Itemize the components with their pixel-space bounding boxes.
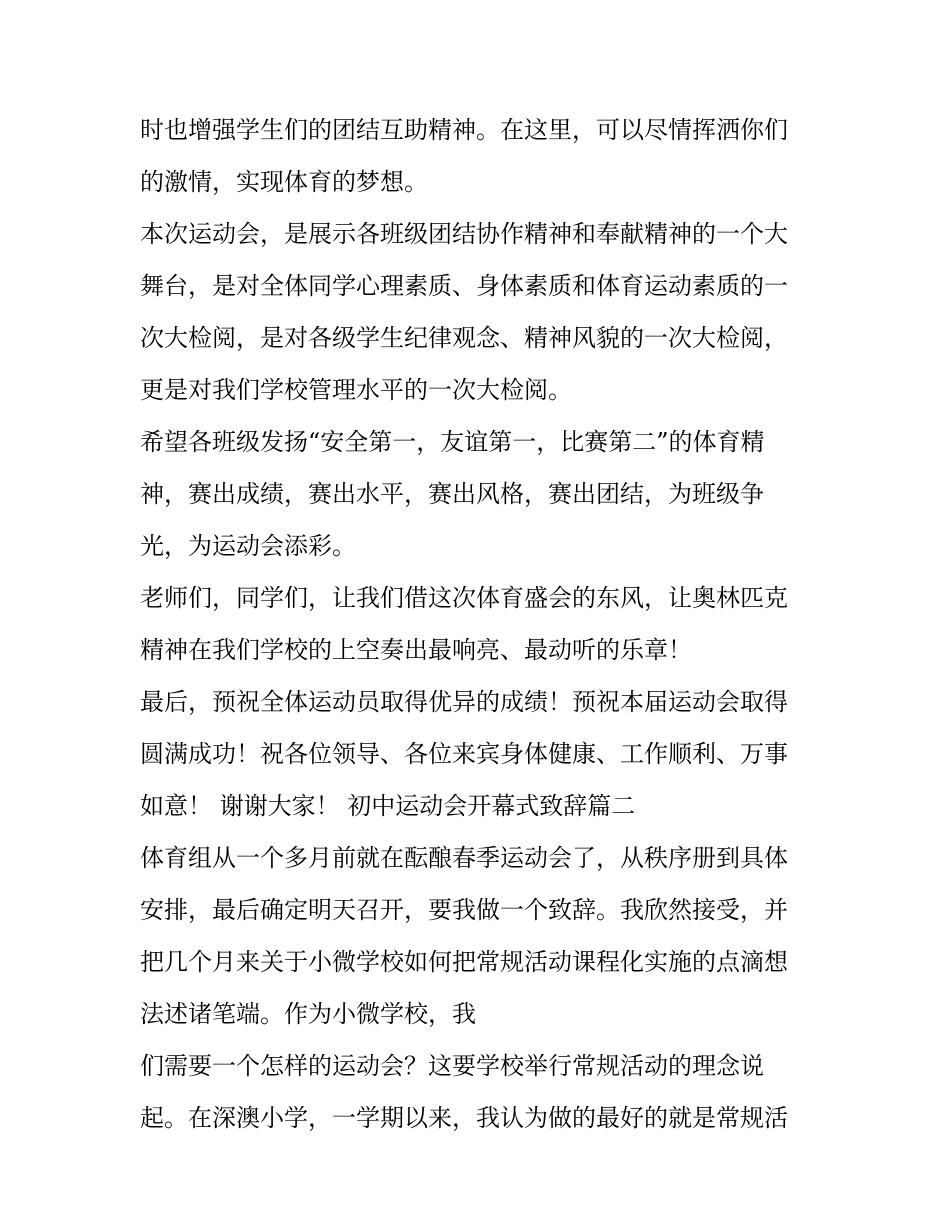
text-line: 圆满成功！祝各位领导、各位来宾身体健康、工作顺利、万事 bbox=[140, 740, 788, 768]
text-line: 的激情，实现体育的梦想。 bbox=[140, 168, 428, 196]
text-line: 把几个月来关于小微学校如何把常规活动课程化实施的点滴想 bbox=[140, 948, 788, 976]
text-line: 如意！ 谢谢大家！ 初中运动会开幕式致辞篇二 bbox=[140, 792, 636, 820]
text-line: 起。在深澳小学，一学期以来，我认为做的最好的就是常规活 bbox=[140, 1104, 788, 1132]
text-line: 舞台，是对全体同学心理素质、身体素质和体育运动素质的一 bbox=[140, 272, 788, 300]
text-line: 更是对我们学校管理水平的一次大检阅。 bbox=[140, 376, 572, 404]
document-body bbox=[140, 104, 820, 1144]
text-line: 最后，预祝全体运动员取得优异的成绩！预祝本届运动会取得 bbox=[140, 688, 788, 716]
text-line: 安排，最后确定明天召开，要我做一个致辞。我欣然接受，并 bbox=[140, 896, 788, 924]
text-line: 本次运动会，是展示各班级团结协作精神和奉献精神的一个大 bbox=[140, 220, 788, 248]
text-line: 体育组从一个多月前就在酝酿春季运动会了，从秩序册到具体 bbox=[140, 844, 788, 872]
text-line: 希望各班级发扬“安全第一，友谊第一，比赛第二”的体育精 bbox=[140, 428, 765, 456]
text-line: 精神在我们学校的上空奏出最响亮、最动听的乐章！ bbox=[140, 636, 692, 664]
text-line: 老师们，同学们，让我们借这次体育盛会的东风，让奥林匹克 bbox=[140, 584, 788, 612]
text-line: 光，为运动会添彩。 bbox=[140, 532, 356, 560]
text-line: 们需要一个怎样的运动会？这要学校举行常规活动的理念说 bbox=[140, 1052, 764, 1080]
text-line: 时也增强学生们的团结互助精神。在这里，可以尽情挥洒你们 bbox=[140, 116, 788, 144]
text-line: 法述诸笔端。作为小微学校，我 bbox=[140, 1000, 476, 1028]
text-line: 次大检阅，是对各级学生纪律观念、精神风貌的一次大检阅， bbox=[140, 324, 788, 352]
text-line: 神，赛出成绩，赛出水平，赛出风格，赛出团结，为班级争 bbox=[140, 480, 764, 508]
